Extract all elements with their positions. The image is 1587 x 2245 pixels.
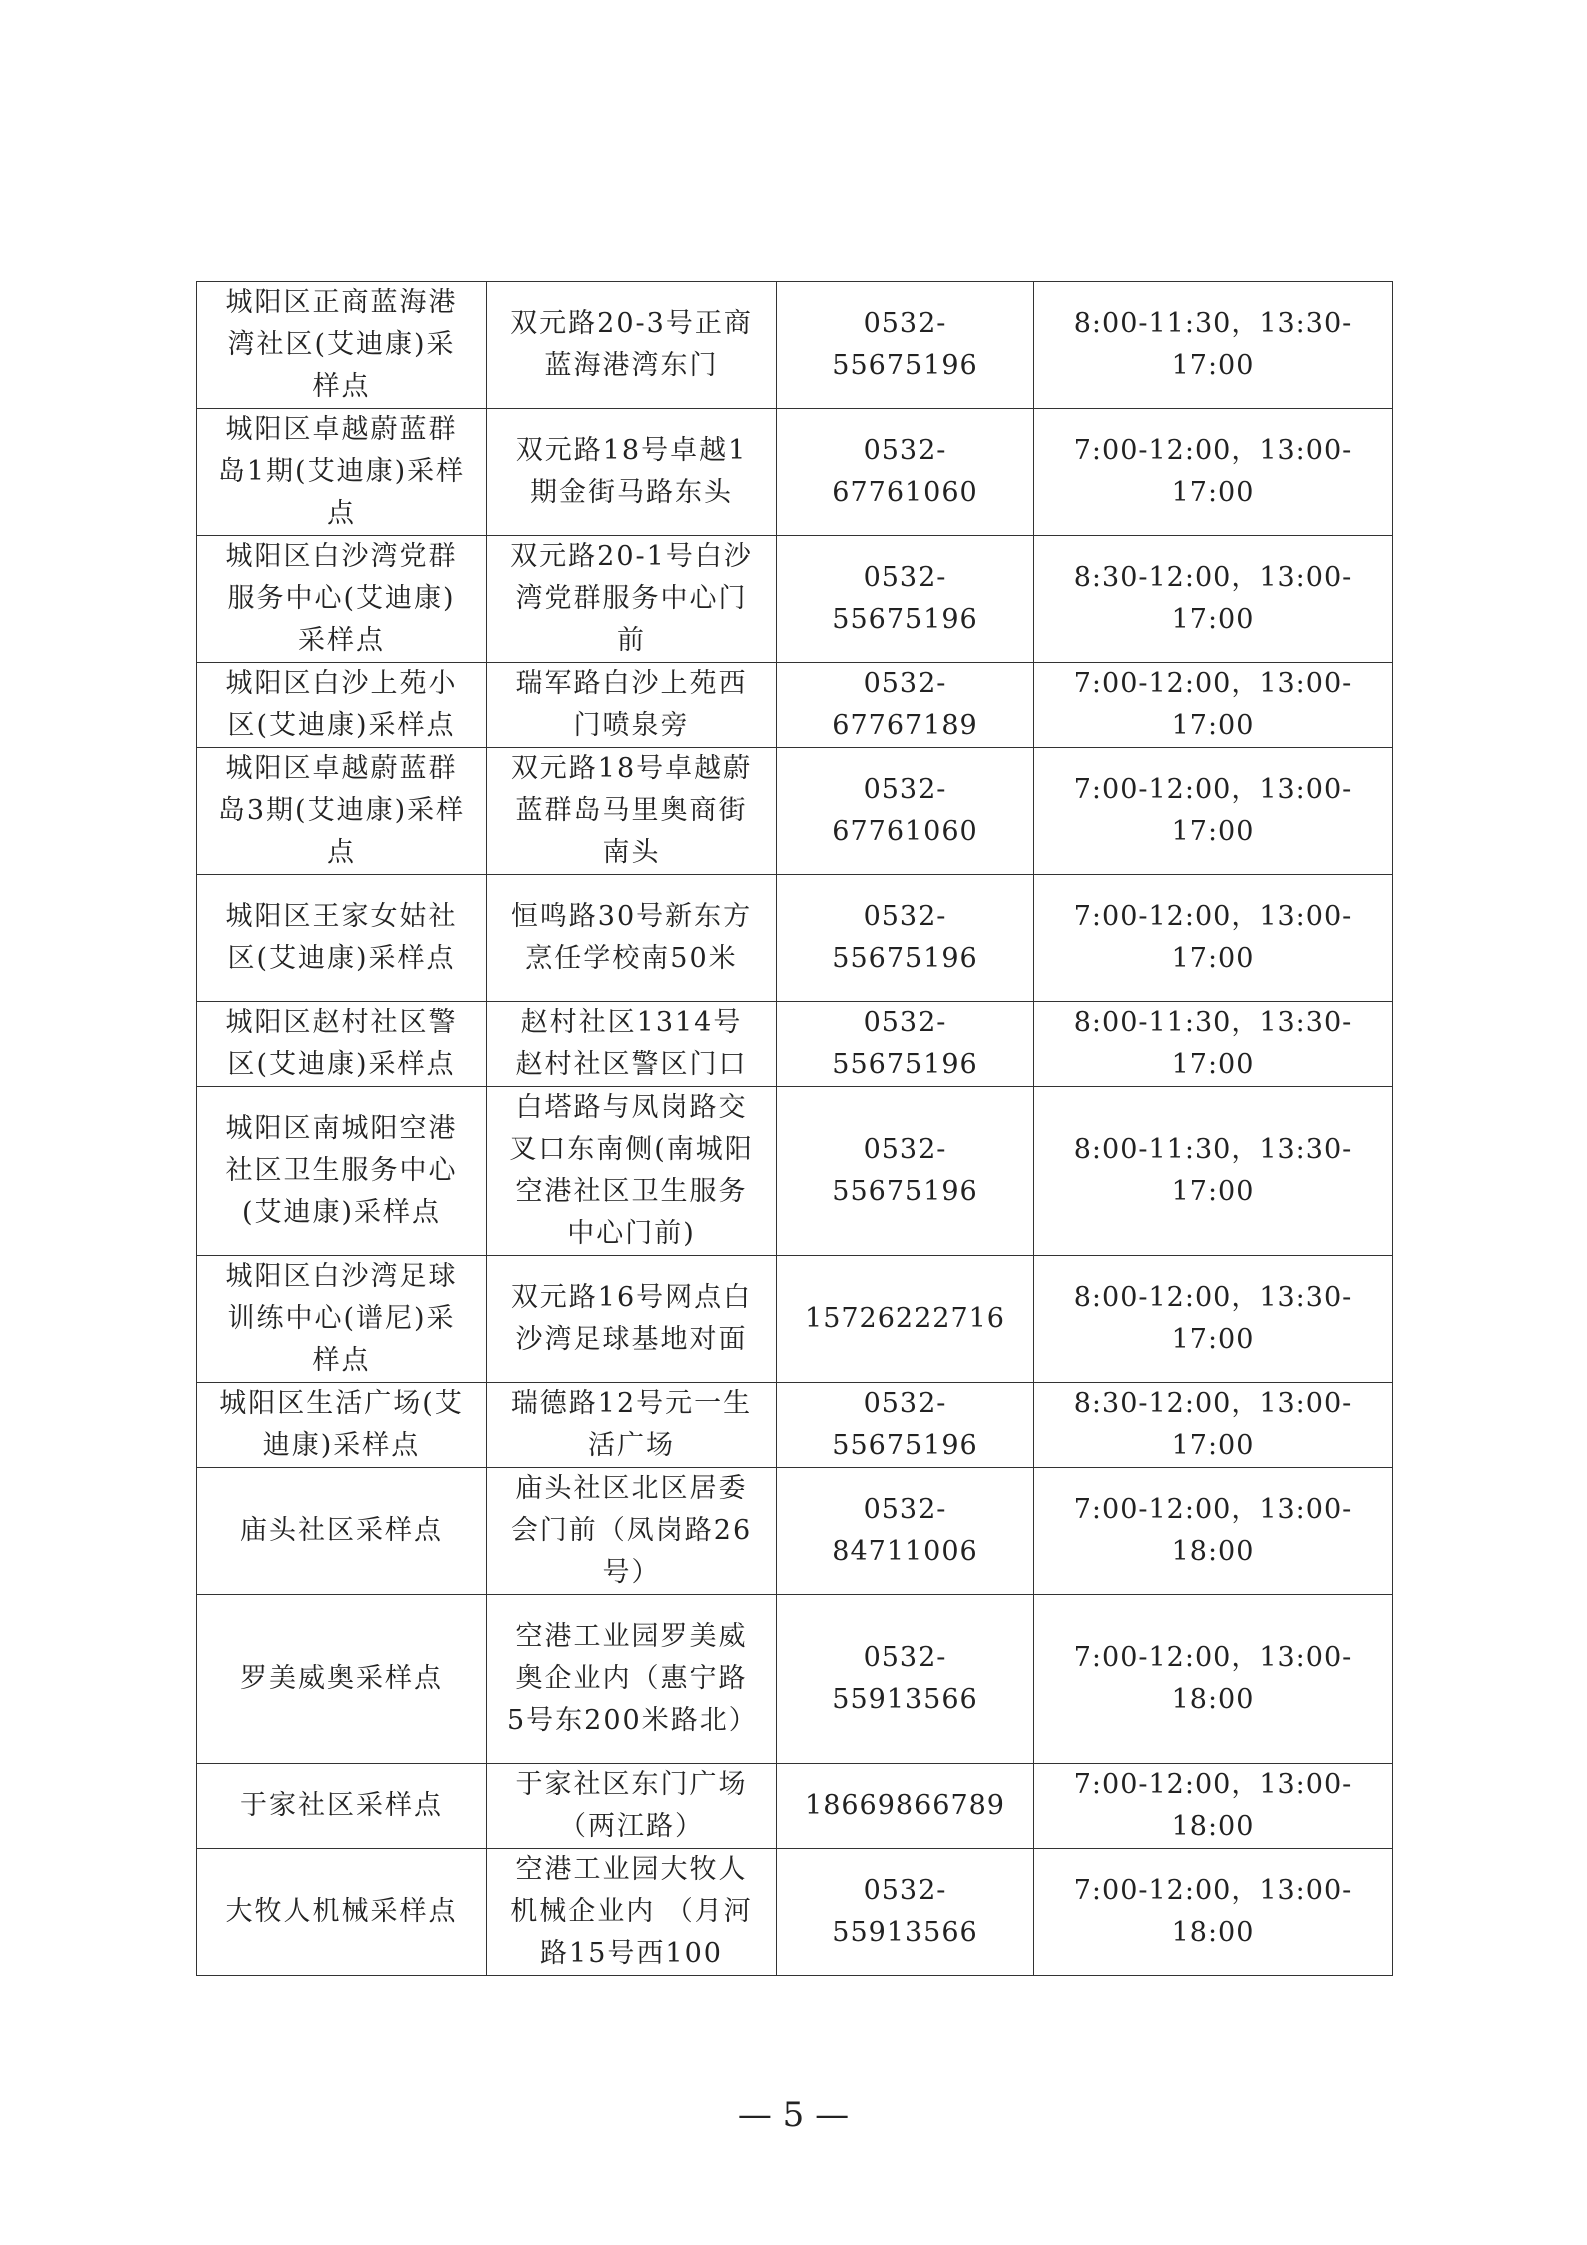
table-row xyxy=(197,536,1393,663)
site-hours-cell: 7:00-12:00，13:00-18:00 xyxy=(1034,1595,1393,1764)
site-name-cell: 庙头社区采样点 xyxy=(197,1468,487,1595)
page-number: — 5 — xyxy=(737,2095,850,2135)
site-name-cell: 城阳区卓越蔚蓝群岛1期(艾迪康)采样点 xyxy=(197,409,487,536)
site-address-cell: 赵村社区1314号赵村社区警区门口 xyxy=(487,1002,777,1087)
site-name-cell: 于家社区采样点 xyxy=(197,1764,487,1849)
site-address-cell: 空港工业园罗美威奥企业内（惠宁路5号东200米路北） xyxy=(487,1595,777,1764)
site-hours-cell: 8:30-12:00，13:00-17:00 xyxy=(1034,1383,1393,1468)
site-hours-cell: 8:00-11:30，13:30-17:00 xyxy=(1034,1002,1393,1087)
site-phone-cell: 0532-55675196 xyxy=(777,1383,1034,1468)
site-phone-cell: 0532-55913566 xyxy=(777,1849,1034,1976)
sampling-sites-table xyxy=(196,281,1393,1976)
site-phone-cell: 0532-55675196 xyxy=(777,282,1034,409)
site-phone-cell: 0532-55675196 xyxy=(777,536,1034,663)
table-row xyxy=(197,1595,1393,1764)
site-phone-cell: 0532-84711006 xyxy=(777,1468,1034,1595)
table-row xyxy=(197,875,1393,1002)
site-phone-cell: 0532-55675196 xyxy=(777,1002,1034,1087)
site-name-cell: 城阳区正商蓝海港湾社区(艾迪康)采样点 xyxy=(197,282,487,409)
site-name-cell: 城阳区白沙湾党群服务中心(艾迪康)采样点 xyxy=(197,536,487,663)
site-name-cell: 大牧人机械采样点 xyxy=(197,1849,487,1976)
site-phone-cell: 0532-55675196 xyxy=(777,875,1034,1002)
site-address-cell: 空港工业园大牧人机械企业内 （月河路15号西100 xyxy=(487,1849,777,1976)
site-name-cell: 罗美威奥采样点 xyxy=(197,1595,487,1764)
site-phone-cell: 0532-55913566 xyxy=(777,1595,1034,1764)
site-address-cell: 双元路16号网点白沙湾足球基地对面 xyxy=(487,1256,777,1383)
site-address-cell: 于家社区东门广场（两江路） xyxy=(487,1764,777,1849)
site-phone-cell: 0532-67761060 xyxy=(777,409,1034,536)
table-row xyxy=(197,748,1393,875)
site-hours-cell: 7:00-12:00，13:00-17:00 xyxy=(1034,875,1393,1002)
table-row xyxy=(197,1849,1393,1976)
site-name-cell: 城阳区生活广场(艾迪康)采样点 xyxy=(197,1383,487,1468)
site-phone-cell: 0532-55675196 xyxy=(777,1087,1034,1256)
site-hours-cell: 7:00-12:00，13:00-17:00 xyxy=(1034,748,1393,875)
site-name-cell: 城阳区卓越蔚蓝群岛3期(艾迪康)采样点 xyxy=(197,748,487,875)
table-row xyxy=(197,1087,1393,1256)
site-address-cell: 双元路20-1号白沙湾党群服务中心门前 xyxy=(487,536,777,663)
site-address-cell: 双元路18号卓越蔚蓝群岛马里奥商街南头 xyxy=(487,748,777,875)
table-row xyxy=(197,1256,1393,1383)
table-row xyxy=(197,1002,1393,1087)
table-body xyxy=(197,282,1393,1976)
site-hours-cell: 7:00-12:00，13:00-18:00 xyxy=(1034,1468,1393,1595)
site-phone-cell: 18669866789 xyxy=(777,1764,1034,1849)
table-row xyxy=(197,1764,1393,1849)
site-address-cell: 瑞德路12号元一生活广场 xyxy=(487,1383,777,1468)
site-hours-cell: 7:00-12:00，13:00-17:00 xyxy=(1034,409,1393,536)
table-row xyxy=(197,663,1393,748)
table-row xyxy=(197,1468,1393,1595)
site-hours-cell: 8:30-12:00，13:00-17:00 xyxy=(1034,536,1393,663)
site-address-cell: 瑞军路白沙上苑西门喷泉旁 xyxy=(487,663,777,748)
site-name-cell: 城阳区白沙上苑小区(艾迪康)采样点 xyxy=(197,663,487,748)
site-name-cell: 城阳区南城阳空港社区卫生服务中心(艾迪康)采样点 xyxy=(197,1087,487,1256)
site-name-cell: 城阳区王家女姑社区(艾迪康)采样点 xyxy=(197,875,487,1002)
site-hours-cell: 7:00-12:00，13:00-18:00 xyxy=(1034,1764,1393,1849)
site-name-cell: 城阳区白沙湾足球训练中心(谱尼)采样点 xyxy=(197,1256,487,1383)
site-name-cell: 城阳区赵村社区警区(艾迪康)采样点 xyxy=(197,1002,487,1087)
table-row xyxy=(197,1383,1393,1468)
site-hours-cell: 7:00-12:00，13:00-17:00 xyxy=(1034,663,1393,748)
site-hours-cell: 8:00-11:30，13:30-17:00 xyxy=(1034,282,1393,409)
site-address-cell: 白塔路与凤岗路交叉口东南侧(南城阳空港社区卫生服务中心门前) xyxy=(487,1087,777,1256)
table-row xyxy=(197,282,1393,409)
site-phone-cell: 15726222716 xyxy=(777,1256,1034,1383)
site-hours-cell: 8:00-12:00，13:30-17:00 xyxy=(1034,1256,1393,1383)
site-phone-cell: 0532-67767189 xyxy=(777,663,1034,748)
site-address-cell: 恒鸣路30号新东方烹任学校南50米 xyxy=(487,875,777,1002)
site-hours-cell: 7:00-12:00，13:00-18:00 xyxy=(1034,1849,1393,1976)
site-address-cell: 庙头社区北区居委会门前（凤岗路26号） xyxy=(487,1468,777,1595)
site-phone-cell: 0532-67761060 xyxy=(777,748,1034,875)
site-address-cell: 双元路20-3号正商蓝海港湾东门 xyxy=(487,282,777,409)
site-hours-cell: 8:00-11:30，13:30-17:00 xyxy=(1034,1087,1393,1256)
table-row xyxy=(197,409,1393,536)
site-address-cell: 双元路18号卓越1期金街马路东头 xyxy=(487,409,777,536)
